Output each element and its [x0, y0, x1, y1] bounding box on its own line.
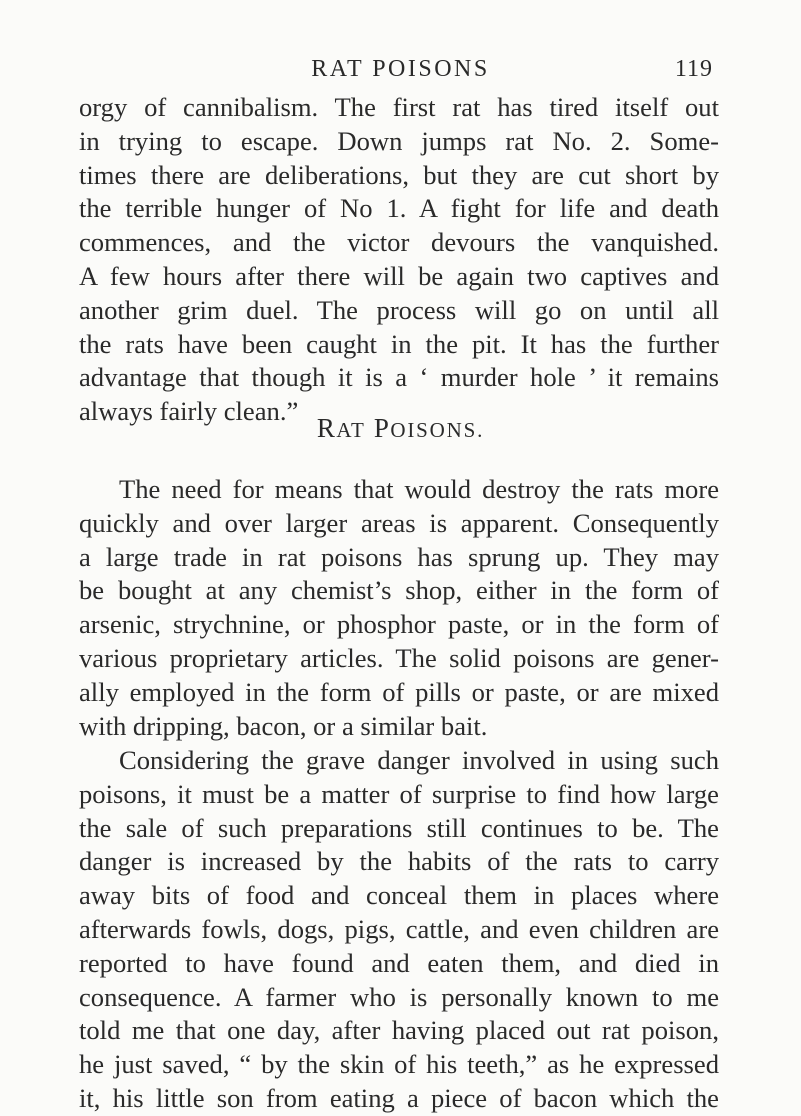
text-line: quickly and over larger areas is apparent. Consequently [79, 507, 719, 538]
text-line: the rats have been caught in the pit. It has the further [79, 328, 719, 359]
text-line: told me that one day, after having placed out rat poison, [79, 1015, 719, 1046]
running-head [0, 52, 801, 92]
text-line: arsenic, strychnine, or phosphor paste, or in the form of [79, 609, 719, 640]
text-line: the sale of such preparations still continues to be. The [79, 812, 719, 843]
text-line: commences, and the victor devours the vanquished. [79, 227, 719, 258]
text-line: ally employed in the form of pills or paste, or are mixed [79, 676, 719, 707]
text-line: The need for means that would destroy the rats more [119, 474, 719, 504]
text-line: another grim duel. The process will go on until all [79, 294, 719, 325]
text-line: A few hours after there will be again two captives and [79, 260, 719, 291]
running-head-title: RAT POISONS [311, 56, 490, 82]
text-line: always fairly clean.” [79, 396, 299, 427]
text-line: advantage that though it is a ‘ murder hole ’ it remains [79, 362, 719, 393]
text-line: away bits of food and conceal them in places where [79, 880, 719, 911]
heading-initial: P [373, 413, 391, 443]
text-line: the terrible hunger of No 1. A fight for life and death [79, 193, 719, 224]
text-line: various proprietary articles. The solid poisons are gener- [79, 642, 719, 673]
text-line: poisons, it must be a matter of surprise to find how large [79, 778, 719, 809]
text-line: be bought at any chemist’s shop, either in the form of [79, 575, 719, 606]
text-line: reported to have found and eaten them, and died in [79, 947, 719, 978]
text-line: in trying to escape. Down jumps rat No. 2. Some- [79, 125, 719, 156]
heading-smallcaps: AT [336, 418, 366, 442]
paragraph-continuation [79, 91, 719, 429]
text-line: a large trade in rat poisons has sprung up. They may [79, 541, 719, 572]
text-line: orgy of cannibalism. The first rat has tired itself out [79, 92, 719, 122]
text-line: consequence. A farmer who is personally known to me [79, 981, 719, 1012]
section-heading [0, 413, 801, 444]
paragraph-rat-poisons-intro [79, 473, 719, 743]
text-line: it, his little son from eating a piece of bacon which the [79, 1082, 719, 1113]
text-line: danger is increased by the habits of the rats to carry [79, 846, 719, 877]
text-line: with dripping, bacon, or a similar bait. [79, 710, 488, 741]
text-line: Considering the grave danger involved in using such [119, 745, 719, 775]
text-line: he just saved, “ by the skin of his teeth,” as he expressed [79, 1049, 719, 1080]
text-line: times there are deliberations, but they are cut short by [79, 159, 719, 190]
paragraph-dangers [79, 744, 719, 1116]
heading-smallcaps: OISONS. [390, 418, 485, 442]
page-number: 119 [674, 56, 713, 82]
heading-initial: R [316, 413, 337, 443]
text-line: afterwards fowls, dogs, pigs, cattle, and even children are [79, 913, 719, 944]
